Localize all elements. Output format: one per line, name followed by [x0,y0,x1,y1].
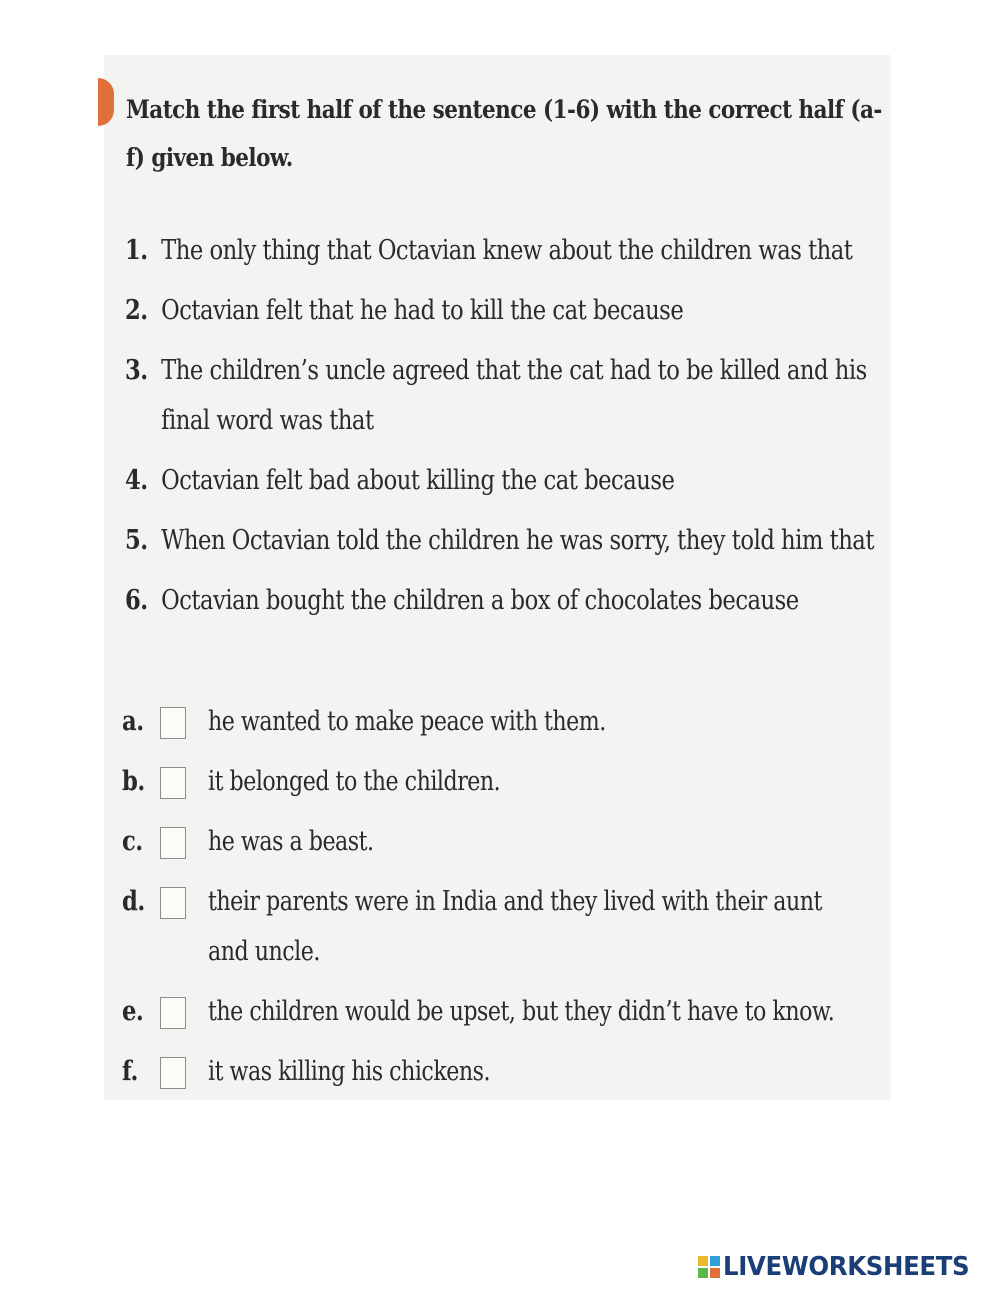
option-text: he was a beast. [208,826,374,857]
option-letter: d. [122,886,145,917]
option-text: it was killing his chickens. [208,1056,491,1087]
question-text-continued: final word was that [161,405,374,436]
brand-name: LIVEWORKSHEETS [723,1252,970,1282]
question-2 [125,286,881,336]
question-text: Octavian bought the children a box of chocolates because [161,585,799,616]
answer-box-b[interactable] [160,767,186,799]
option-letter: b. [122,766,145,797]
option-letter: f. [122,1056,138,1087]
answer-box-d[interactable] [160,887,186,919]
question-6 [125,576,881,626]
answer-box-a[interactable] [160,707,186,739]
logo-square-icon [698,1256,708,1266]
option-text: the children would be upset, but they didn’t have to know. [208,996,835,1027]
option-letter: e. [122,996,144,1027]
liveworksheets-logo-icon [698,1256,720,1278]
question-3 [125,346,881,446]
option-text: he wanted to make peace with them. [208,706,606,737]
question-number: 3. [125,355,148,386]
question-1 [125,226,881,276]
liveworksheets-logo[interactable] [698,1252,985,1282]
option-letter: c. [122,826,143,857]
option-text: it belonged to the children. [208,766,501,797]
answer-box-e[interactable] [160,997,186,1029]
option-text: their parents were in India and they lived with their aunt [208,886,822,917]
question-number: 1. [125,235,148,266]
logo-square-icon [710,1256,720,1266]
question-text: The children’s uncle agreed that the cat had to be killed and his [161,355,867,386]
option-letter: a. [122,706,144,737]
question-4 [125,456,881,506]
instruction-text: Match the first half of the sentence (1-6) with the correct half (a-f) given below. [126,95,882,172]
answer-box-f[interactable] [160,1057,186,1089]
logo-square-icon [710,1268,720,1278]
option-text-continued: and uncle. [208,936,320,967]
question-number: 2. [125,295,148,326]
question-number: 5. [125,525,148,556]
logo-square-icon [698,1268,708,1278]
question-number: 6. [125,585,148,616]
question-text: Octavian felt bad about killing the cat because [161,465,675,496]
question-text: When Octavian told the children he was sorry, they told him that [161,525,874,556]
question-text: Octavian felt that he had to kill the cat because [161,295,684,326]
answer-box-c[interactable] [160,827,186,859]
question-text: The only thing that Octavian knew about the children was that [161,235,853,266]
question-5 [125,516,881,566]
question-number: 4. [125,465,148,496]
